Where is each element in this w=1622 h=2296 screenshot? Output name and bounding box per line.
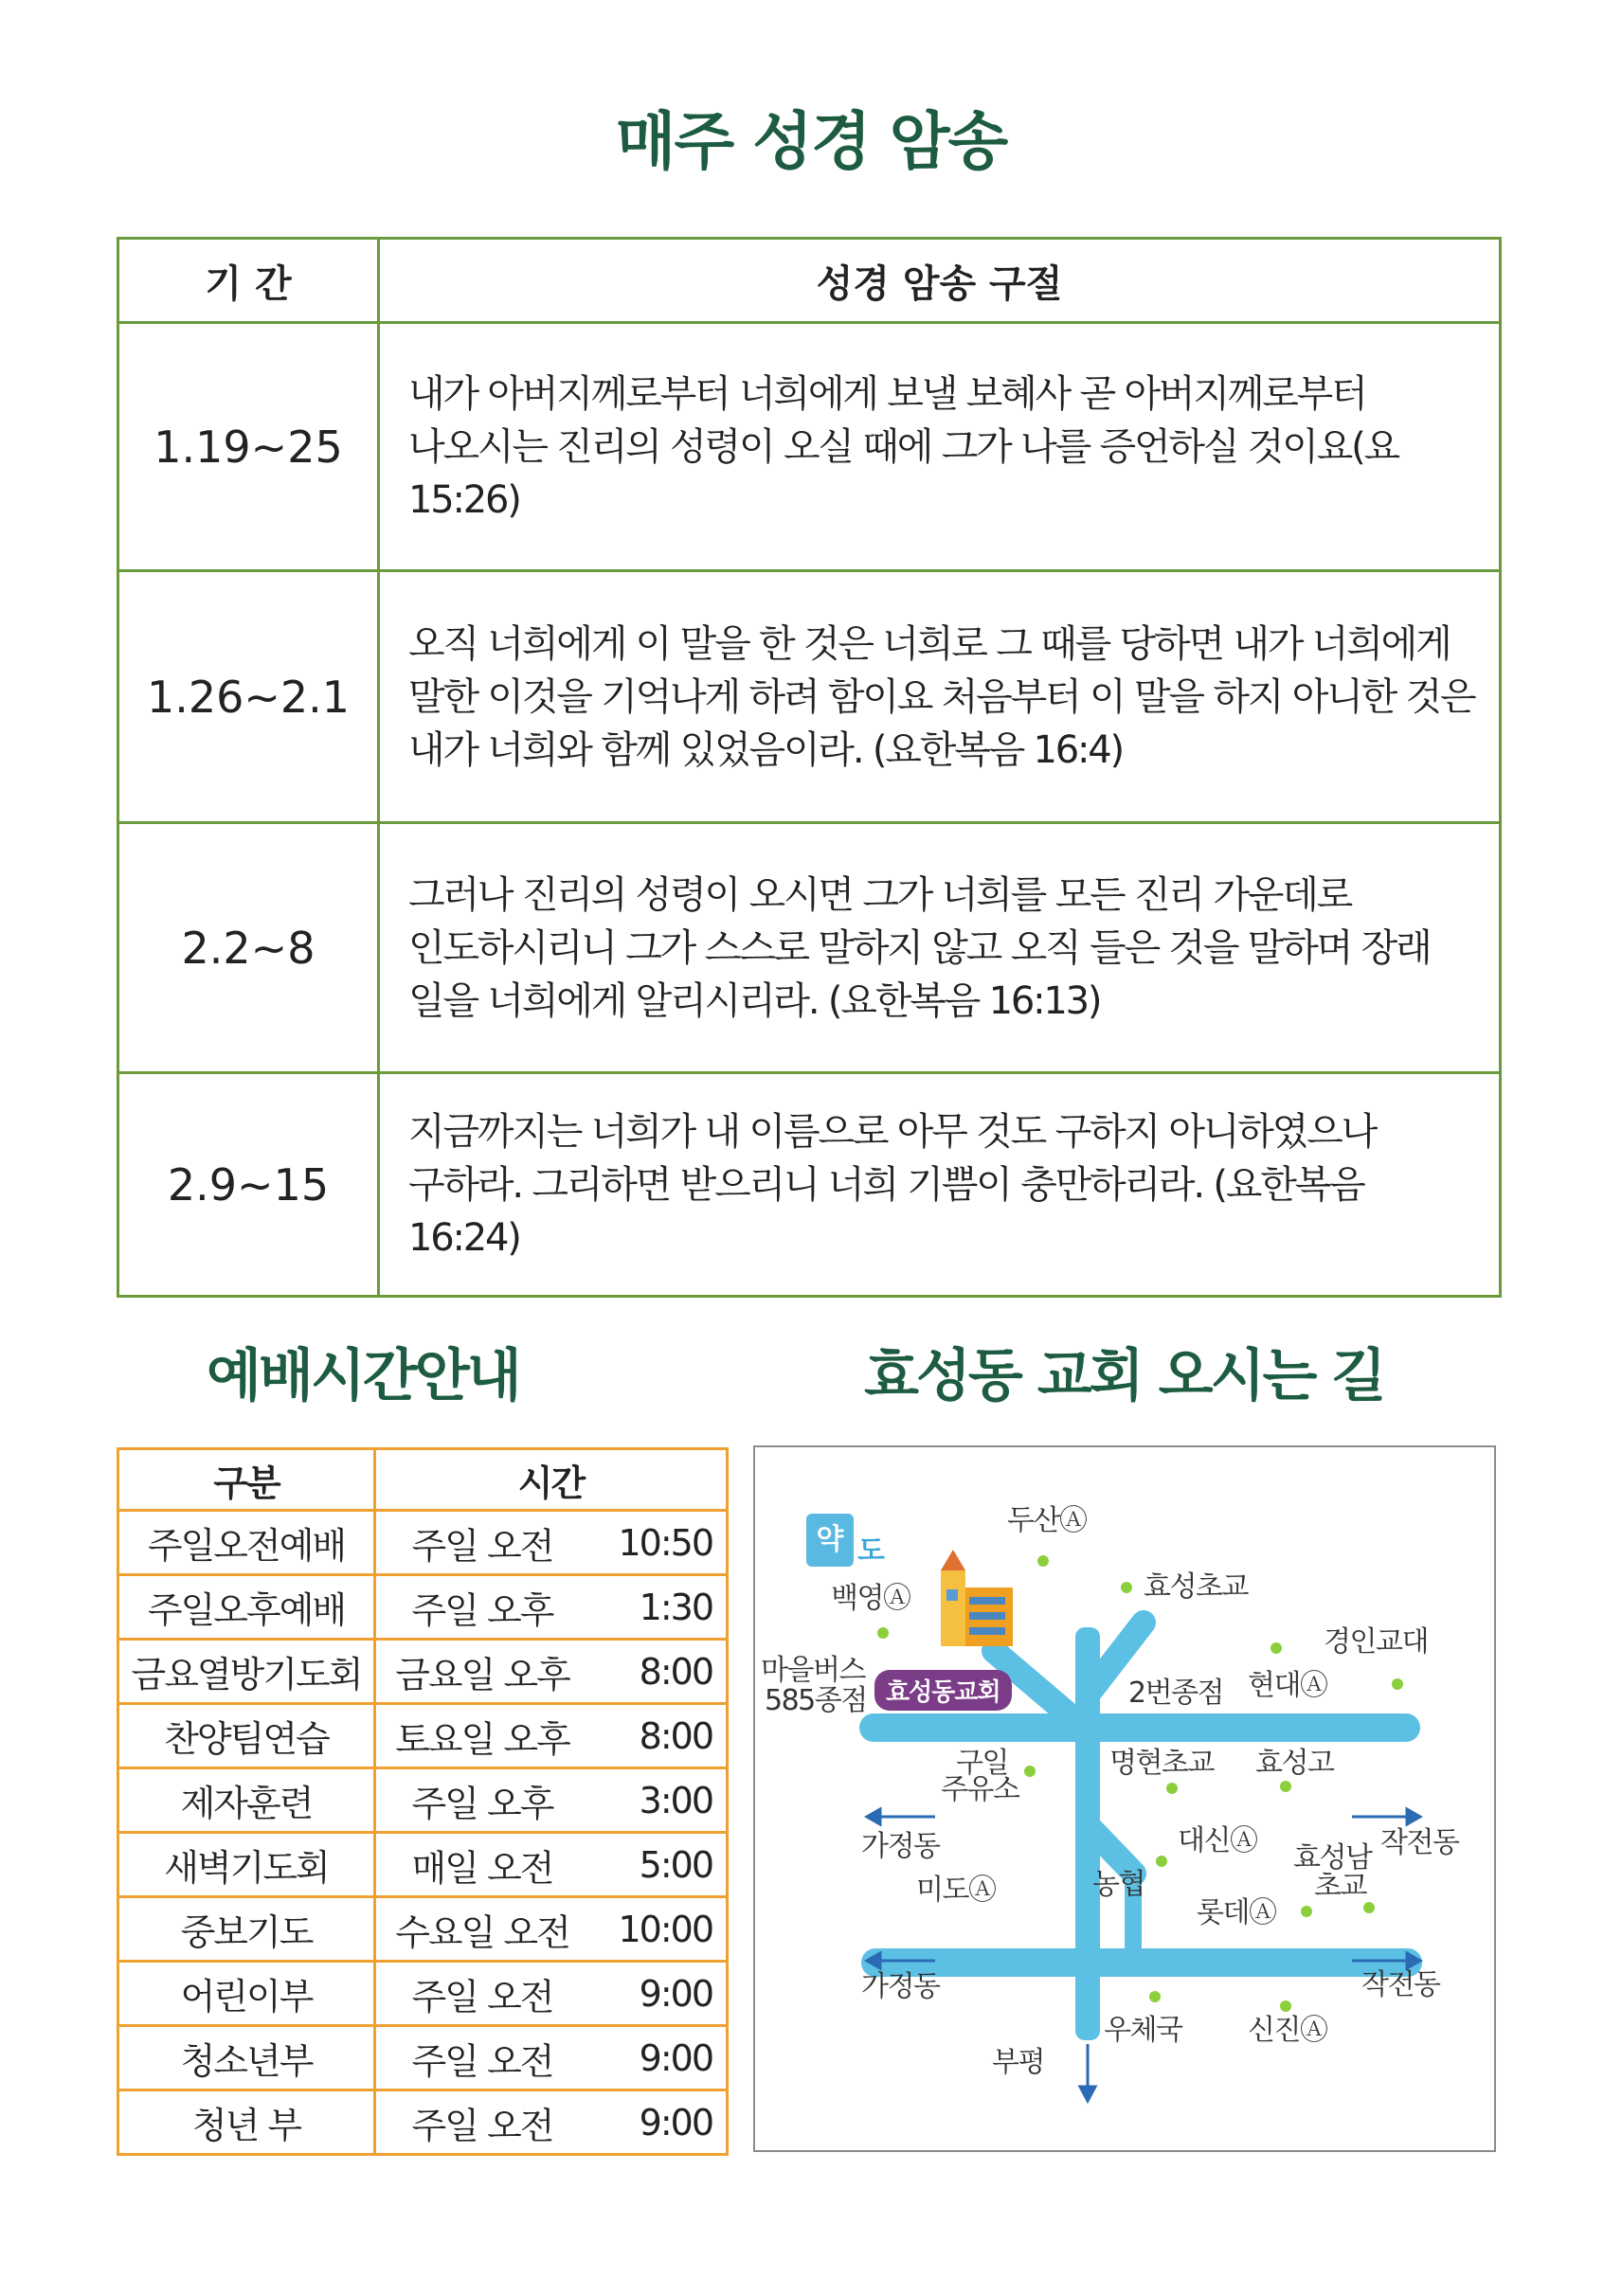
poi-dot	[1271, 1642, 1282, 1654]
table-row	[118, 1897, 728, 1962]
map-label-gajeong-1: 가정동	[861, 1830, 940, 1863]
map-label-daesin: 대신Ⓐ	[1178, 1824, 1257, 1857]
time-cell	[375, 2090, 728, 2155]
poi-dot	[1363, 1902, 1375, 1913]
when-text: 주일 오전	[411, 1976, 553, 2018]
poi-dot	[1280, 1781, 1291, 1792]
map-label-shinjin: 신진Ⓐ	[1248, 2014, 1327, 2047]
when-text: 금요일 오후	[395, 1654, 569, 1695]
table-row	[118, 1073, 1501, 1297]
time-cell	[375, 1511, 728, 1575]
category-cell: 주일오전예배	[118, 1511, 375, 1575]
category-cell: 주일오후예배	[118, 1575, 375, 1640]
arrow-right-1-head	[1407, 1809, 1420, 1824]
category-header: 구분	[118, 1449, 375, 1511]
time-text: 9:00	[639, 2036, 712, 2079]
time-text: 8:00	[639, 1650, 712, 1693]
church-building-icon	[941, 1550, 1013, 1646]
poi-dot	[1166, 1783, 1178, 1794]
map-label-gyeongin: 경인교대	[1324, 1625, 1428, 1659]
map-label-hyoseongnam-2: 초교	[1314, 1870, 1366, 1903]
when-text: 주일 오전	[411, 2040, 553, 2082]
category-cell: 새벽기도회	[118, 1833, 375, 1897]
poi-dot	[1156, 1856, 1167, 1867]
time-cell	[375, 2026, 728, 2090]
time-cell	[375, 1962, 728, 2026]
poi-dot	[1280, 2000, 1291, 2012]
directions-section-title: 효성동 교회 오시는 길	[864, 1343, 1384, 1409]
category-cell: 청년 부	[118, 2090, 375, 2155]
map-label-gas-1: 구일	[956, 1747, 1008, 1780]
when-text: 토요일 오후	[395, 1718, 569, 1760]
arrow-left-1-head	[867, 1809, 880, 1824]
verse-cell: 내가 아버지께로부터 너희에게 보낼 보혜사 곧 아버지께로부터 나오시는 진리의 성령이 오실 때에 그가 나를 증언하실 것이요(요 15:26)	[379, 323, 1501, 571]
map-label-jakjeon-1: 작전동	[1380, 1826, 1459, 1859]
period-cell: 2.9~15	[118, 1073, 379, 1297]
poi-dot	[1024, 1766, 1036, 1777]
map-label-baekyoung: 백영Ⓐ	[831, 1582, 910, 1615]
map-label-stop2: 2번종점	[1128, 1677, 1224, 1710]
table-row	[118, 2026, 728, 2090]
time-cell	[375, 1640, 728, 1704]
time-cell	[375, 1704, 728, 1768]
table-row	[118, 571, 1501, 823]
table-row	[118, 1833, 728, 1897]
time-text: 9:00	[639, 2101, 712, 2144]
period-cell: 2.2~8	[118, 823, 379, 1073]
verse-header: 성경 암송 구절	[379, 239, 1501, 323]
verse-cell: 지금까지는 너희가 내 이름으로 아무 것도 구하지 아니하였으나 구하라. 그리하면 받으리니 너희 기쁨이 충만하리라. (요한복음 16:24)	[379, 1073, 1501, 1297]
verse-table	[117, 237, 1502, 1298]
verse-cell: 오직 너희에게 이 말을 한 것은 너희로 그 때를 당하면 내가 너희에게 말한 이것을 기억나게 하려 함이요 처음부터 이 말을 하지 아니한 것은 내가 너희와 함께 있었음이라. (요한복음 16:4)	[379, 571, 1501, 823]
time-text: 10:50	[618, 1521, 712, 1564]
time-cell	[375, 1833, 728, 1897]
page-title: 매주 성경 암송	[615, 105, 1007, 178]
map-label-gajeong-2: 가정동	[861, 1970, 940, 2003]
time-text: 5:00	[639, 1843, 712, 1886]
table-row	[118, 1962, 728, 2026]
table-row	[118, 1640, 728, 1704]
map-label-hyundai: 현대Ⓐ	[1248, 1669, 1327, 1702]
category-cell: 찬양팀연습	[118, 1704, 375, 1768]
verse-table-header	[118, 239, 1501, 323]
period-cell: 1.19~25	[118, 323, 379, 571]
map-label-doosan: 두산Ⓐ	[1007, 1504, 1087, 1537]
map-label-hyoseongnam-1: 효성남	[1293, 1841, 1372, 1874]
poi-dot	[1392, 1678, 1403, 1690]
road-upper	[859, 1713, 1420, 1742]
table-row	[118, 1575, 728, 1640]
table-row	[118, 323, 1501, 571]
church-marker: 효성동교회	[874, 1670, 1012, 1711]
map-label-gas-2: 주유소	[941, 1773, 1019, 1806]
map-label-hyoseong-high: 효성고	[1255, 1747, 1334, 1780]
category-cell: 제자훈련	[118, 1768, 375, 1833]
time-text: 3:00	[639, 1779, 712, 1821]
worship-table-header	[118, 1449, 728, 1511]
map-label-hyoseong-elem: 효성초교	[1144, 1570, 1248, 1604]
when-text: 매일 오전	[411, 1847, 553, 1889]
table-row	[118, 1768, 728, 1833]
time-text: 9:00	[639, 1972, 712, 2015]
time-header: 시간	[375, 1449, 728, 1511]
map-label-nonghyup: 농협	[1092, 1868, 1144, 1901]
category-cell: 어린이부	[118, 1962, 375, 2026]
map-label-mido: 미도Ⓐ	[916, 1874, 996, 1907]
map-label-bupyeong: 부평	[992, 2046, 1044, 2079]
when-text: 주일 오전	[411, 1525, 553, 1567]
poi-dot	[1037, 1555, 1049, 1567]
when-text: 주일 오전	[411, 2105, 553, 2146]
category-cell: 청소년부	[118, 2026, 375, 2090]
poi-dot	[877, 1627, 889, 1639]
category-cell: 금요열방기도회	[118, 1640, 375, 1704]
map-label-bus-1: 마을버스	[761, 1654, 865, 1687]
table-row	[118, 823, 1501, 1073]
map-label-lotte: 롯데Ⓐ	[1197, 1896, 1276, 1929]
category-cell: 중보기도	[118, 1897, 375, 1962]
period-cell: 1.26~2.1	[118, 571, 379, 823]
time-text: 8:00	[639, 1714, 712, 1757]
time-cell	[375, 1897, 728, 1962]
time-cell	[375, 1768, 728, 1833]
table-row	[118, 2090, 728, 2155]
table-row	[118, 1704, 728, 1768]
when-text: 주일 오후	[411, 1589, 553, 1631]
worship-schedule-table	[117, 1447, 729, 2156]
map-label-jakjeon-2: 작전동	[1361, 1968, 1440, 2001]
table-row	[118, 1511, 728, 1575]
poi-dot	[1301, 1906, 1312, 1917]
map-label-bus-2: 585종점	[765, 1684, 867, 1717]
map-label-myeonghyeon: 명현초교	[1109, 1747, 1214, 1780]
poi-dot	[1149, 1991, 1161, 2002]
poi-dot	[1121, 1582, 1132, 1593]
period-header: 기 간	[118, 239, 379, 323]
worship-section-title: 예배시간안내	[207, 1343, 519, 1409]
when-text: 수요일 오전	[395, 1911, 569, 1953]
verse-cell: 그러나 진리의 성령이 오시면 그가 너희를 모든 진리 가운데로 인도하시리니 그가 스스로 말하지 않고 오직 들은 것을 말하며 장래 일을 너희에게 알리시리라. (요한복음 16:13)	[379, 823, 1501, 1073]
map-label-post: 우체국	[1104, 2014, 1182, 2047]
yakdo-label: 도	[857, 1534, 885, 1568]
when-text: 주일 오후	[411, 1783, 553, 1824]
pharmacy-icon: 약	[806, 1514, 854, 1567]
time-cell	[375, 1575, 728, 1640]
time-text: 1:30	[639, 1586, 712, 1628]
time-text: 10:00	[618, 1908, 712, 1950]
arrow-down-head	[1080, 2087, 1095, 2101]
directions-map	[753, 1445, 1496, 2152]
